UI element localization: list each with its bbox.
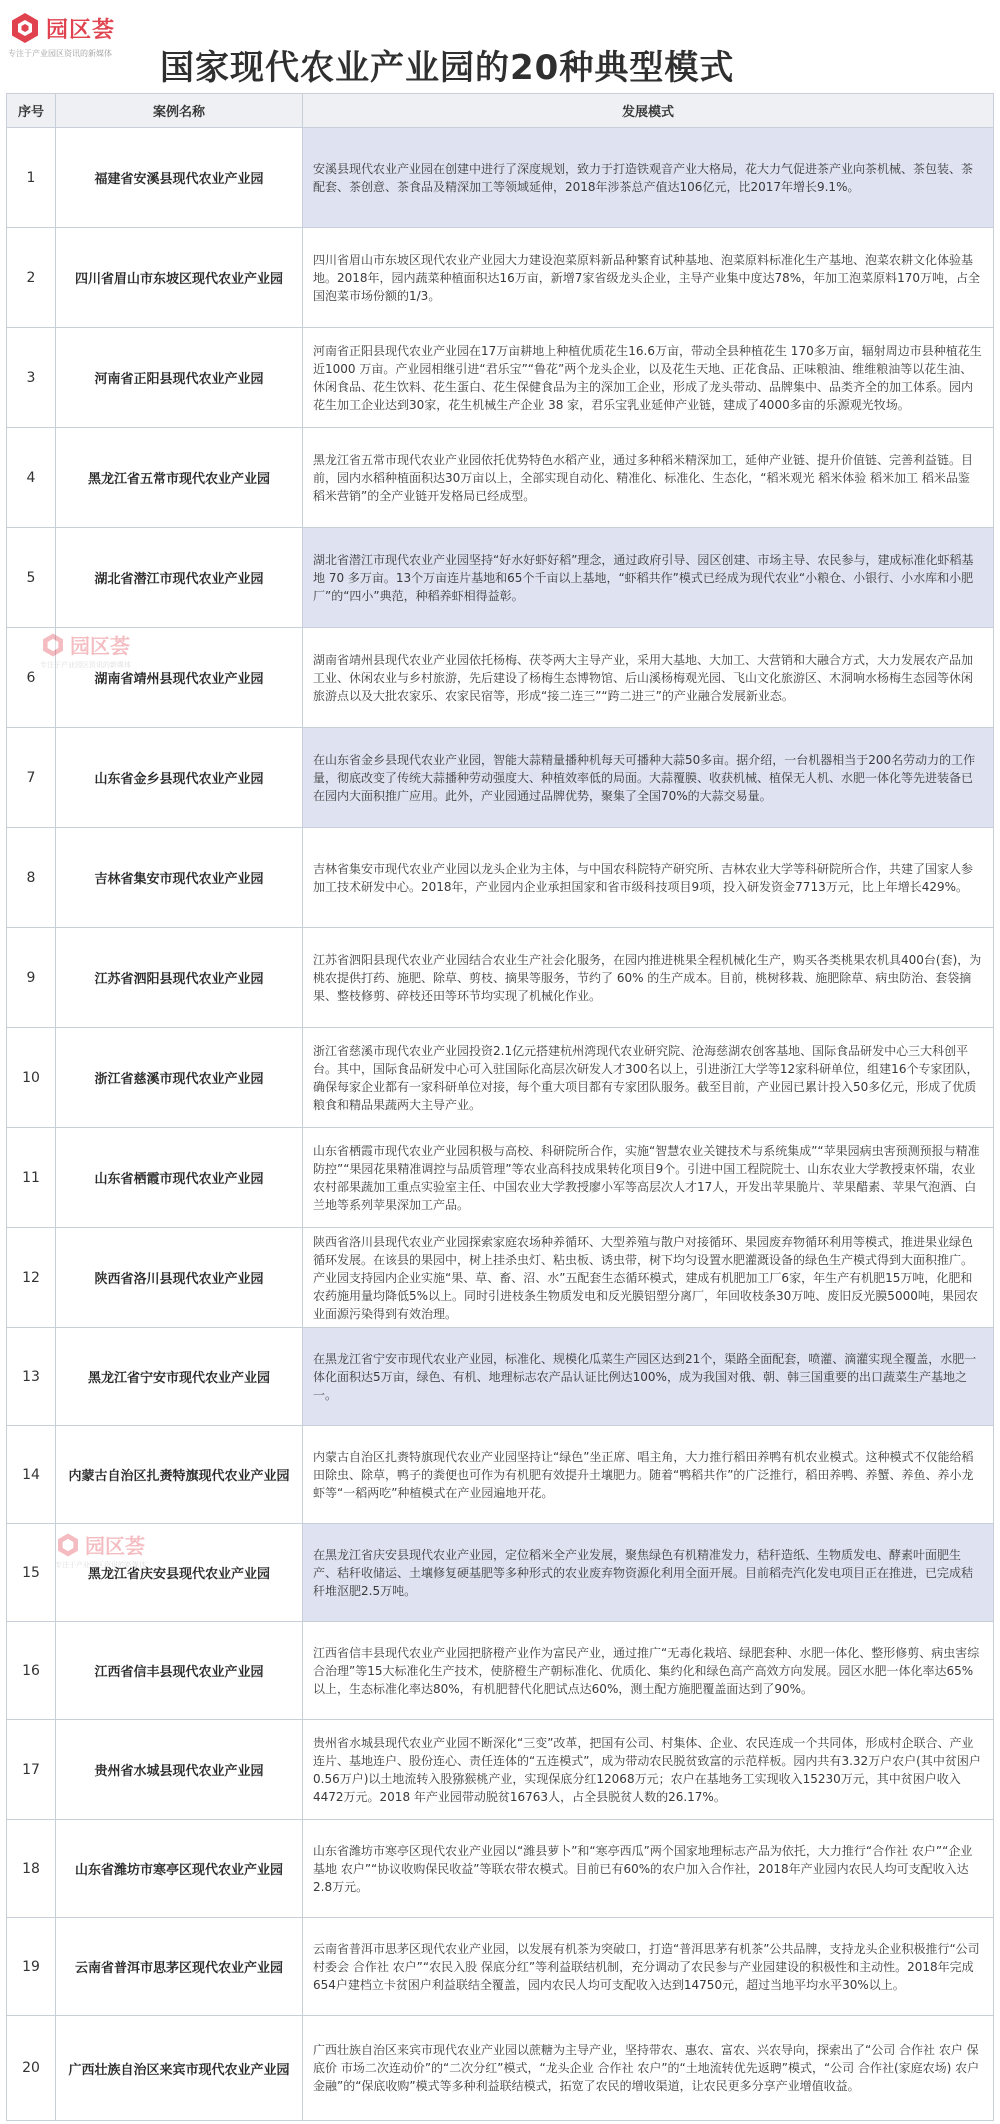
table-row	[6, 428, 994, 528]
row-number: 7	[6, 728, 56, 827]
watermark-tagline: 专注于产业园区资讯的新媒体	[55, 1561, 146, 1569]
table-row	[6, 1328, 994, 1426]
header-name: 案例名称	[56, 94, 303, 127]
case-name: 黑龙江省五常市现代农业产业园	[56, 428, 303, 527]
case-name: 河南省正阳县现代农业产业园	[56, 328, 303, 427]
row-number: 13	[6, 1328, 56, 1425]
table-row	[6, 1128, 994, 1228]
development-mode: 浙江省慈溪市现代农业产业园投资2.1亿元搭建杭州湾现代农业研究院、沧海慈湖农创客基地、国际食品研发中心三大科创平台。其中，国际食品研发中心可入驻国际化高层次研发人才300名以上，引进浙江大学等12家科研单位，组建16个专家团队，确保每家企业都有一家科研单位对接，每个重大项目都有专家团队服务。截至目前，产业园已累计投入50多亿元，形成了优质粮食和精品果蔬两大主导产业。	[303, 1028, 994, 1127]
development-mode: 安溪县现代农业产业园在创建中进行了深度规划，致力于打造铁观音产业大格局，花大力气促进茶产业向茶机械、茶包装、茶配套、茶创意、茶食品及精深加工等领域延伸，2018年涉茶总产值达106亿元，比2017年增长9.1%。	[303, 128, 994, 227]
watermark-name: 园区荟	[85, 1534, 145, 1558]
case-name: 黑龙江省宁安市现代农业产业园	[56, 1328, 303, 1425]
case-name: 江苏省泗阳县现代农业产业园	[56, 928, 303, 1027]
watermark-name: 园区荟	[70, 634, 130, 658]
development-mode: 黑龙江省五常市现代农业产业园依托优势特色水稻产业，通过多种稻米精深加工，延伸产业链、提升价值链、完善利益链。目前，园内水稻种植面积达30万亩以上，全部实现自动化、精准化、标准化、生态化，“稻米观光 稻米体验 稻米加工 稻米品鉴 稻米营销”的全产业链开发格局已经成型。	[303, 428, 994, 527]
case-name: 山东省潍坊市寒亭区现代农业产业园	[56, 1820, 303, 1917]
row-number: 16	[6, 1622, 56, 1719]
models-table	[6, 93, 994, 2121]
development-mode: 在山东省金乡县现代农业产业园，智能大蒜精量播种机每天可播种大蒜50多亩。据介绍，一台机器相当于200名劳动力的工作量，彻底改变了传统大蒜播种劳动强度大、种植效率低的局面。大蒜覆膜、收获机械、植保无人机、水肥一体化等先进装备已在园内大面积推广应用。此外，产业园通过品牌优势，聚集了全国70%的大蒜交易量。	[303, 728, 994, 827]
row-number: 18	[6, 1820, 56, 1917]
row-number: 2	[6, 228, 56, 327]
logo-tagline: 专注于产业园区资讯的新媒体	[8, 49, 112, 58]
table-row	[6, 1622, 994, 1720]
logo[interactable]	[8, 8, 115, 48]
table-row	[6, 1028, 994, 1128]
row-number: 5	[6, 528, 56, 627]
row-number: 15	[6, 1524, 56, 1621]
row-number: 8	[6, 828, 56, 927]
development-mode: 湖南省靖州县现代农业产业园依托杨梅、茯苓两大主导产业，采用大基地、大加工、大营销和大融合方式，大力发展农产品加工业、休闲农业与乡村旅游，先后建设了杨梅生态博物馆、后山溪杨梅观光园、飞山文化旅游区、木洞响水杨梅生态园等休闲旅游点以及大批农家乐、农家民宿等，形成“接二连三”“跨二进三”的产业融合发展新业态。	[303, 628, 994, 727]
table-row	[6, 128, 994, 228]
page-header	[0, 0, 1000, 88]
table-row	[6, 728, 994, 828]
table-row	[6, 1228, 994, 1328]
row-number: 19	[6, 1918, 56, 2015]
row-number: 11	[6, 1128, 56, 1227]
case-name: 湖南省靖州县现代农业产业园	[56, 628, 303, 727]
header-num: 序号	[6, 94, 56, 127]
table-body	[6, 128, 994, 2121]
development-mode: 内蒙古自治区扎赉特旗现代农业产业园坚持让“绿色”坐正席、唱主角，大力推行稻田养鸭有机农业模式。这种模式不仅能给稻田除虫、除草，鸭子的粪便也可作为有机肥有效提升土壤肥力。随着“鸭稻共作”的广泛推行，稻田养鸭、养蟹、养鱼、养小龙虾等“一稻两吃”种植模式在产业园遍地开花。	[303, 1426, 994, 1523]
development-mode: 山东省潍坊市寒亭区现代农业产业园以“潍县萝卜”和“寒亭西瓜”两个国家地理标志产品为依托，大力推行“合作社 农户”“企业 基地 农户”“协议收购保民收益”等联农带农模式。目前已有60%的农户加入合作社，2018年产业园内农民人均可支配收入达2.8万元。	[303, 1820, 994, 1917]
table-row	[6, 1426, 994, 1524]
case-name: 陕西省洛川县现代农业产业园	[56, 1228, 303, 1327]
case-name: 吉林省集安市现代农业产业园	[56, 828, 303, 927]
development-mode: 江西省信丰县现代农业产业园把脐橙产业作为富民产业，通过推广“无毒化栽培、绿肥套种、水肥一体化、整形修剪、病虫害综合治理”等15大标准化生产技术，使脐橙生产朝标准化、优质化、集约化和绿色高产高效方向发展。园区水肥一体化率达65%以上，生态标准化率达80%，有机肥替代化肥试点达60%，测土配方施肥覆盖面达到了90%。	[303, 1622, 994, 1719]
row-number: 10	[6, 1028, 56, 1127]
case-name: 山东省栖霞市现代农业产业园	[56, 1128, 303, 1227]
development-mode: 陕西省洛川县现代农业产业园探索家庭农场种养循环、大型养殖与散户对接循环、果园废弃物循环利用等模式，推进果业绿色循环发展。在该县的果园中，树上挂杀虫灯、粘虫板、诱虫带，树下均匀设置水肥灌溉设备的绿色生产模式得到大面积推广。产业园支持园内企业实施“果、草、畜、沼、水”五配套生态循环模式，建成有机肥加工厂6家，年生产有机肥15万吨，化肥和农药施用量均降低5%以上。同时引进枝条生物质发电和反光膜铝塑分离厂，年回收枝条30万吨、废旧反光膜5000吨，果园农业面源污染得到有效治理。	[303, 1228, 994, 1327]
development-mode: 江苏省泗阳县现代农业产业园结合农业生产社会化服务，在园内推进桃果全程机械化生产，购买各类桃果农机具400台(套)，为桃农提供打药、施肥、除草、剪枝、摘果等服务，节约了 60% 的生产成本。目前，桃树移栽、施肥除草、病虫防治、套袋摘果、整枝修剪、碎枝还田等环节均实现了机械化作业。	[303, 928, 994, 1027]
logo-icon	[8, 11, 42, 45]
header-mode: 发展模式	[303, 94, 994, 127]
development-mode: 贵州省水城县现代农业产业园不断深化“三变”改革，把国有公司、村集体、企业、农民连成一个共同体，形成村企联合、产业连片、基地连户、股份连心、责任连体的“五连模式”，成为带动农民脱贫致富的示范样板。园内共有3.32万户农户(其中贫困户0.56万户)以土地流转入股猕猴桃产业，实现保底分红12068万元；农户在基地务工实现收入15230万元，其中贫困户收入4472万元。2018 年产业园带动脱贫16763人，占全县脱贫人数的26.17%。	[303, 1720, 994, 1819]
logo-name: 园区荟	[46, 17, 116, 43]
row-number: 17	[6, 1720, 56, 1819]
table-row	[6, 1918, 994, 2016]
row-number: 6	[6, 628, 56, 727]
case-name: 江西省信丰县现代农业产业园	[56, 1622, 303, 1719]
case-name: 浙江省慈溪市现代农业产业园	[56, 1028, 303, 1127]
development-mode: 在黑龙江省宁安市现代农业产业园，标准化、规模化瓜菜生产园区达到21个，渠路全面配套，喷灌、滴灌实现全覆盖，水肥一体化面积达5万亩，绿色、有机、地理标志农产品认证比例达100%，成为我国对俄、朝、韩三国重要的出口蔬菜生产基地之一。	[303, 1328, 994, 1425]
page-title: 国家现代农业产业园的20种典型模式	[160, 48, 735, 88]
table-row	[6, 828, 994, 928]
case-name: 内蒙古自治区扎赉特旗现代农业产业园	[56, 1426, 303, 1523]
row-number: 20	[6, 2016, 56, 2120]
case-name: 黑龙江省庆安县现代农业产业园	[56, 1524, 303, 1621]
table-row	[6, 328, 994, 428]
case-name: 广西壮族自治区来宾市现代农业产业园	[56, 2016, 303, 2120]
development-mode: 在黑龙江省庆安县现代农业产业园，定位稻米全产业发展，聚焦绿色有机精准发力，秸秆造纸、生物质发电、酵素叶面肥生产、秸秆收储运、土壤修复硬基肥等多种形式的农业废弃物资源化利用全面开展。目前稻壳汽化发电项目正在推进，已完成秸秆堆沤肥2.5万吨。	[303, 1524, 994, 1621]
case-name: 湖北省潜江市现代农业产业园	[56, 528, 303, 627]
case-name: 四川省眉山市东坡区现代农业产业园	[56, 228, 303, 327]
case-name: 云南省普洱市思茅区现代农业产业园	[56, 1918, 303, 2015]
row-number: 4	[6, 428, 56, 527]
development-mode: 四川省眉山市东坡区现代农业产业园大力建设泡菜原料新品种繁育试种基地、泡菜原料标准化生产基地、泡菜农耕文化体验基地。2018年，园内蔬菜种植面积达16万亩，新增7家省级龙头企业，主导产业集中度达78%，年加工泡菜原料170万吨，占全国泡菜市场份额的1/3。	[303, 228, 994, 327]
row-number: 12	[6, 1228, 56, 1327]
development-mode: 广西壮族自治区来宾市现代农业产业园以蔗糖为主导产业，坚持带农、惠农、富农、兴农导向，探索出了“公司 合作社 农户 保底价 市场二次连动价”的“二次分红”模式，“龙头企业 合作社 农户”的“土地流转优先返聘”模式，“公司 合作社(家庭农场) 农户 金融”的“保底收购”模式等多种利益联结模式，拓宽了农民的增收渠道，让农民更多分享产业增值收益。	[303, 2016, 994, 2120]
table-row	[6, 928, 994, 1028]
row-number: 14	[6, 1426, 56, 1523]
table-row	[6, 1820, 994, 1918]
development-mode: 云南省普洱市思茅区现代农业产业园，以发展有机茶为突破口，打造“普洱思茅有机茶”公共品牌，支持龙头企业积极推行“公司 村委会 合作社 农户”“农民入股 保底分红”等利益联结机制，充分调动了农民参与产业园建设的积极性和主动性。2018年完成654户建档立卡贫困户利益联结全覆盖，园内农民人均可支配收入达到14750元，超过当地平均水平30%以上。	[303, 1918, 994, 2015]
table-row	[6, 2016, 994, 2121]
row-number: 1	[6, 128, 56, 227]
row-number: 3	[6, 328, 56, 427]
case-name: 贵州省水城县现代农业产业园	[56, 1720, 303, 1819]
table-header	[6, 94, 994, 128]
table-row	[6, 228, 994, 328]
watermark-tagline: 专注于产业园区资讯的新媒体	[40, 661, 131, 669]
case-name: 山东省金乡县现代农业产业园	[56, 728, 303, 827]
development-mode: 湖北省潜江市现代农业产业园坚持“好水好虾好稻”理念，通过政府引导、园区创建、市场主导、农民参与，建成标准化虾稻基地 70 多万亩。13个万亩连片基地和65个千亩以上基地，“虾稻共作”模式已经成为现代农业“小粮仓、小银行、小水库和小肥厂”的“四小”典范，种稻养虾相得益彰。	[303, 528, 994, 627]
table-row	[6, 528, 994, 628]
case-name: 福建省安溪县现代农业产业园	[56, 128, 303, 227]
development-mode: 河南省正阳县现代农业产业园在17万亩耕地上种植优质花生16.6万亩，带动全县种植花生 170多万亩，辐射周边市县种植花生近1000 万亩。产业园相继引进“君乐宝”“鲁花”两个龙头企业，以及花生天地、正花食品、正味粮油、维维粮油等以花生油、休闲食品、花生饮料、花生蛋白、花生保健食品为主的深加工企业，形成了龙头带动、品牌集中、品类齐全的加工体系。园内花生加工企业达到30家，花生机械生产企业 38 家，君乐宝乳业延伸产业链，建成了4000多亩的乐源观光牧场。	[303, 328, 994, 427]
table-row	[6, 1524, 994, 1622]
table-row	[6, 628, 994, 728]
row-number: 9	[6, 928, 56, 1027]
table-row	[6, 1720, 994, 1820]
development-mode: 山东省栖霞市现代农业产业园积极与高校、科研院所合作，实施“智慧农业关键技术与系统集成”“苹果园病虫害预测预报与精准防控”“果园花果精准调控与品质管理”等农业高科技成果转化项目9个。引进中国工程院院士、山东农业大学教授束怀瑞，农业农村部果蔬加工重点实验室主任、中国农业大学教授廖小军等高层次人才17人，开发出苹果脆片、苹果醋素、苹果气泡酒、白兰地等系列苹果深加工产品。	[303, 1128, 994, 1227]
development-mode: 吉林省集安市现代农业产业园以龙头企业为主体，与中国农科院特产研究所、吉林农业大学等科研院所合作，共建了国家人参加工技术研发中心。2018年，产业园内企业承担国家和省市级科技项目9项，投入研发资金7713万元，比上年增长429%。	[303, 828, 994, 927]
